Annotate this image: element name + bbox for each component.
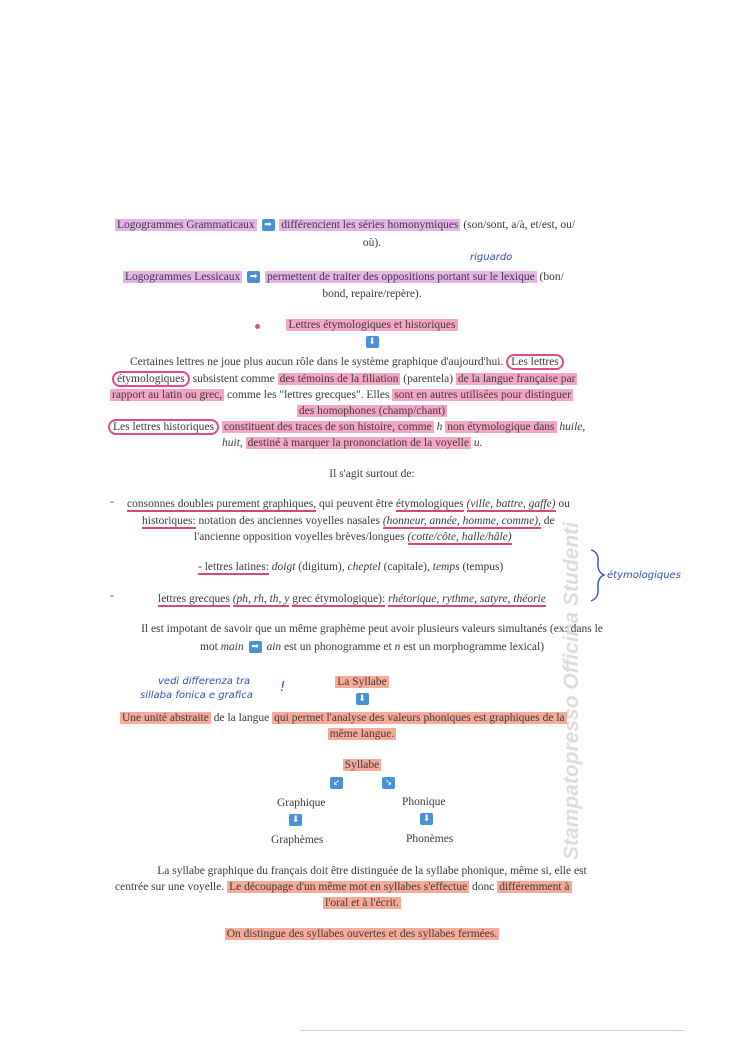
etym-circled: Les lettres [506, 354, 564, 370]
list-text: (tempus) [462, 561, 504, 573]
etym-text: subsistent comme [192, 373, 275, 385]
etym-highlight: rapport au latin ou grec, [112, 389, 223, 401]
list-c3 [194, 530, 512, 545]
list-text: temps [432, 561, 460, 573]
list-underlined: consonnes doubles purement graphiques, [127, 498, 317, 510]
etym-p5 [108, 420, 585, 435]
graph-text: n [394, 641, 401, 653]
list-underlined: étymologiques [395, 498, 464, 510]
syllabe-highlight: Le découpage d'un même mot en syllabes s'effectue [229, 881, 468, 893]
list-text: (digitum), [298, 561, 345, 573]
etym-p4 [0, 404, 744, 419]
tree-arrow-down-right [418, 812, 435, 827]
etym-highlight: non étymologique dans [447, 421, 555, 433]
graph-text: mot [199, 641, 218, 653]
note-riguardo: riguardo [470, 252, 513, 263]
syllabe-down-arrow [0, 692, 724, 707]
list-c1 [127, 497, 570, 512]
etym-heading [0, 318, 744, 333]
logo-gram-example-end: où). [362, 237, 382, 249]
etym-highlight: destiné à marquer la prononciation de la voyelle [247, 437, 469, 449]
logo-lex-example-end: bond, repaire/repère). [322, 288, 422, 300]
etym-highlight: sont en autres utilisées pour distinguer [394, 389, 571, 401]
note-etymologiques: étymologiques [607, 570, 681, 581]
note-mark: ! [280, 680, 286, 695]
list-text: cheptel [347, 561, 381, 573]
list-latin [198, 560, 503, 575]
syllabe-text: de la langue [213, 712, 270, 724]
etym-text: u. [473, 437, 483, 449]
arrow-down-left-icon: ↙ [330, 777, 343, 789]
syllabe-highlight: différemment à [499, 881, 570, 893]
logo-gram-example: (son/sont, a/à, et/est, ou/ [463, 219, 576, 231]
list-text: (capitale), [383, 561, 430, 573]
etym-p6 [222, 436, 482, 451]
graph-text: est un phonogramme et [284, 641, 392, 653]
etym-text: huit, [222, 437, 243, 449]
etym-p3 [110, 388, 573, 403]
logo-gram-line2 [0, 236, 744, 251]
surtout-line [0, 467, 744, 482]
tree-phonemes: Phonèmes [406, 833, 454, 845]
etym-text: h [436, 421, 443, 433]
tree-arrow-right [380, 776, 397, 791]
tree-phonique: Phonique [402, 796, 446, 808]
etym-highlight: de la langue française par [457, 373, 576, 385]
arrow-right-icon: ➡ [249, 641, 262, 653]
list-text: l'ancienne opposition voyelles brèves/longues [194, 531, 405, 543]
surtout-text: Il s'agit surtout de: [329, 468, 415, 480]
etym-text: huile, [559, 421, 586, 433]
syllabe-heading [0, 675, 724, 690]
arrow-down-icon: ⬇ [420, 813, 433, 825]
graph-text: main [220, 641, 244, 653]
logo-lex-line1 [123, 270, 564, 285]
etym-text: Certaines lettres ne joue plus aucun rôle dans le système graphique d'aujourd'hui. [130, 356, 504, 368]
list-underlined: historiques: [142, 515, 196, 527]
watermark: Stampatopresso Officina Studenti [560, 522, 583, 860]
list-underlined: (ph, rh, th, y [232, 593, 290, 605]
etym-text: (parentela) [403, 373, 454, 385]
syllabe-highlight: On distingue des syllabes ouvertes et des syllabes fermées. [226, 928, 498, 940]
etym-highlight: constituent des traces de son histoire, comme [223, 421, 432, 433]
graph-text: Il est impotant de savoir que un même graphème peut avoir plusieurs valeurs simultanés (ex: dans le [141, 623, 603, 635]
note-syllabe-1: vedi differenza tra [158, 676, 251, 687]
etym-circled: Les lettres historiques [108, 419, 219, 435]
syllabe-p1 [0, 864, 744, 879]
logo-lex-term: Logogrammes Lessicaux [125, 271, 241, 283]
arrow-down-icon: ⬇ [366, 336, 379, 348]
syllabe-text: centrée sur une voyelle. [115, 881, 225, 893]
logo-lex-verb: permettent de traiter des oppositions portant sur le lexique [267, 271, 535, 283]
list-text: notation des anciennes voyelles nasales [198, 515, 380, 527]
syllabe-highlight: qui permet l'analyse des valeurs phoniques est graphiques de la [274, 712, 565, 724]
etym-p2 [112, 372, 577, 387]
list-underlined: (honneur, année, homme, comme), [382, 515, 541, 527]
syllabe-p2 [115, 880, 572, 895]
list-dash: - [110, 494, 114, 508]
list-text: doigt [271, 561, 296, 573]
list-underlined: lettres grecques [158, 593, 230, 605]
page-bottom-line [300, 1030, 685, 1031]
syllabe-highlight: Une unité abstraite [122, 712, 209, 724]
syllabe-p3 [0, 896, 724, 911]
list-c2 [142, 514, 555, 529]
arrow-down-right-icon: ↘ [382, 777, 395, 789]
list-underlined: - lettres latines: [198, 561, 269, 573]
syllabe-def1 [120, 711, 567, 726]
graph-line1 [0, 622, 744, 637]
graph-text: ain [266, 641, 282, 653]
syllabe-def2 [0, 727, 724, 742]
list-underlined: grec étymologique): [292, 593, 386, 605]
etym-down-arrow [0, 335, 744, 350]
arrow-right-icon: ➡ [247, 271, 260, 283]
syllabe-highlight: même langue. [329, 728, 395, 740]
logo-gram-line1 [115, 218, 575, 233]
etym-p1 [130, 355, 564, 370]
syllabe-heading-text: La Syllabe [337, 676, 387, 688]
tree-graphique: Graphique [277, 797, 326, 809]
arrow-right-icon: ➡ [262, 219, 275, 231]
syllabe-text: La syllabe graphique du français doit être distinguée de la syllabe phonique, même si, elle est [157, 865, 587, 877]
list-underlined: (ville, battre, gaffe) [466, 498, 556, 510]
note-syllabe-2: sillaba fonica e grafica [140, 690, 253, 701]
etym-highlight: des homophones (champ/chant) [298, 405, 446, 417]
list-grecques [158, 592, 546, 607]
syllabe-text: donc [471, 881, 495, 893]
tree-root-text: Syllabe [344, 759, 380, 771]
tree-root [0, 758, 724, 773]
syllabe-highlight: l'oral et à l'écrit. [325, 897, 399, 909]
graph-line2 [0, 640, 744, 655]
arrow-down-icon: ⬇ [356, 693, 369, 705]
list-text: ou [558, 498, 570, 510]
logo-lex-example: (bon/ [539, 271, 564, 283]
arrow-down-icon: ⬇ [289, 814, 302, 826]
etym-text: comme les "lettres grecques". Elles [227, 389, 390, 401]
syllabe-p4 [0, 927, 724, 942]
logo-gram-term: Logogrammes Grammaticaux [117, 219, 255, 231]
etym-circled: étymologiques [112, 371, 190, 387]
list-text: de [543, 515, 555, 527]
list-text: qui peuvent être [318, 498, 394, 510]
tree-graphemes: Graphèmes [271, 834, 324, 846]
tree-arrow-down-left [287, 813, 304, 828]
tree-arrow-left [328, 776, 345, 791]
etym-heading-text: Lettres étymologiques et historiques [288, 319, 456, 331]
brace-icon [588, 548, 606, 603]
graph-text: est un morphogramme lexical) [403, 641, 545, 653]
list-underlined: (cotte/côte, halle/hâle) [407, 531, 512, 543]
list-underlined: rhétorique, rythme, satyre, théorie [388, 593, 546, 605]
etym-highlight: des témoins de la filiation [279, 373, 399, 385]
logo-lex-line2 [0, 287, 744, 302]
logo-gram-verb: différencient les séries homonymiques [281, 219, 459, 231]
list-dash: - [110, 588, 114, 602]
